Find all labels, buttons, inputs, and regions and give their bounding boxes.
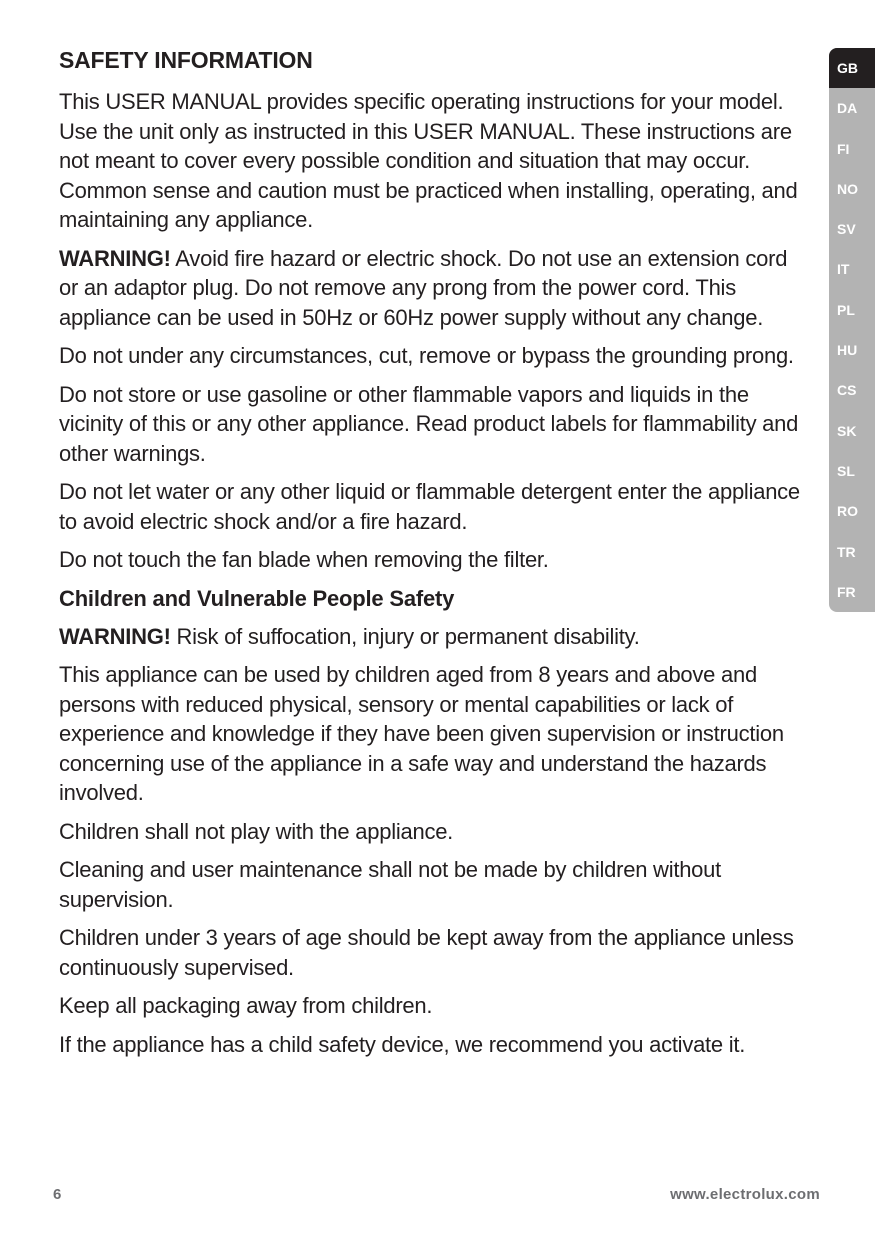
water-paragraph: Do not let water or any other liquid or flammable detergent enter the appliance to avoid electric shock and/or a fire hazard. bbox=[59, 479, 800, 534]
safety-information-section bbox=[59, 46, 809, 1068]
website-url: www.electrolux.com bbox=[670, 1186, 820, 1203]
gasoline-paragraph: Do not store or use gasoline or other flammable vapors and liquids in the vicinity of this or any other appliance. Read product labels for flammability and other warnings. bbox=[59, 381, 799, 466]
packaging-paragraph: Keep all packaging away from children. bbox=[59, 993, 433, 1018]
language-tab-gb[interactable]: GB bbox=[829, 48, 875, 88]
warning-label: WARNING! bbox=[59, 623, 171, 649]
under-3-paragraph: Children under 3 years of age should be kept away from the appliance unless continuously supervised. bbox=[59, 925, 794, 980]
language-tab-no[interactable]: NO bbox=[837, 180, 858, 197]
language-tab-fi[interactable]: FI bbox=[837, 140, 850, 157]
language-tab-hu[interactable]: HU bbox=[837, 342, 858, 359]
language-tab-sk[interactable]: SK bbox=[837, 422, 857, 439]
language-tab-ro[interactable]: RO bbox=[837, 503, 858, 520]
language-tab-tr[interactable]: TR bbox=[837, 543, 856, 560]
children-safety-heading: Children and Vulnerable People Safety bbox=[59, 585, 455, 611]
warning-label: WARNING! bbox=[59, 245, 171, 271]
child-safety-device-paragraph: If the appliance has a child safety device, we recommend you activate it. bbox=[59, 1031, 746, 1057]
page-title: SAFETY INFORMATION bbox=[59, 47, 313, 73]
intro-paragraph: This USER MANUAL provides specific operating instructions for your model. Use the unit only as instructed in this USER MANUAL. These instructions are not meant to cover every possible condition and situation that may occur. Common sense and caution must be practiced when installing, operating, and maintaining any appliance. bbox=[59, 89, 798, 232]
children-use-paragraph: This appliance can be used by children aged from 8 years and above and persons with reduced physical, sensory or mental capabilities or lack of experience and knowledge if they have been given supervision or instruction concerning use of the appliance in a safe way and understand the hazards involved. bbox=[59, 662, 784, 805]
language-tab-sv[interactable]: SV bbox=[837, 221, 856, 238]
language-tab-pl[interactable]: PL bbox=[837, 301, 855, 318]
children-play-paragraph: Children shall not play with the appliance. bbox=[59, 818, 454, 844]
warning-text: Avoid fire hazard or electric shock. Do not use an extension cord or an adaptor plug. Do not remove any prong from the power cord. This appliance can be used in 50Hz or 60Hz power supply without any change. bbox=[59, 245, 788, 330]
language-tab-da[interactable]: DA bbox=[837, 100, 858, 117]
language-tabs bbox=[829, 48, 875, 612]
language-tab-it[interactable]: IT bbox=[837, 261, 850, 278]
page-number: 6 bbox=[53, 1186, 62, 1203]
warning-paragraph-suffocation bbox=[59, 622, 809, 652]
language-tab-fr[interactable]: FR bbox=[837, 583, 856, 600]
fan-blade-paragraph: Do not touch the fan blade when removing the filter. bbox=[59, 547, 549, 572]
language-tab-sl[interactable]: SL bbox=[837, 462, 855, 479]
grounding-paragraph: Do not under any circumstances, cut, remove or bypass the grounding prong. bbox=[59, 343, 794, 368]
cleaning-paragraph: Cleaning and user maintenance shall not be made by children without supervision. bbox=[59, 857, 722, 912]
language-tab-cs[interactable]: CS bbox=[837, 382, 857, 399]
warning-paragraph-fire bbox=[59, 244, 809, 333]
warning-text: Risk of suffocation, injury or permanent disability. bbox=[170, 623, 640, 649]
